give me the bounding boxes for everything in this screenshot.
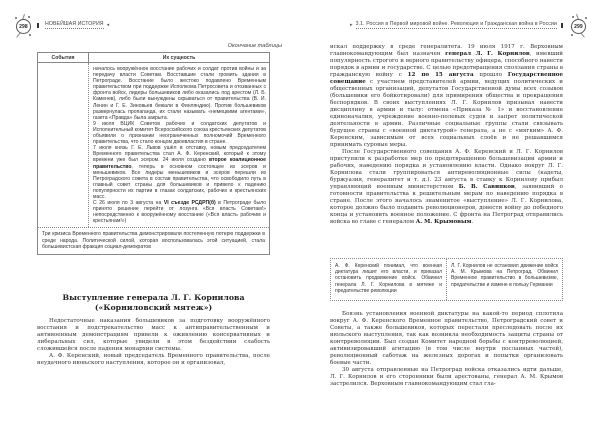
arrow-left-icon: ◂ (106, 22, 110, 28)
page-number: 299 (571, 19, 586, 34)
body-text-left (37, 318, 270, 367)
comparison-box (330, 258, 563, 301)
body-text-right-bottom (330, 311, 563, 388)
running-head-title: 3.1. Россия в Первой мировой войне. Революция и Гражданская война в России (355, 21, 557, 27)
page-number-badge-icon (14, 14, 36, 36)
table-header (38, 53, 269, 63)
page-number-badge-icon (566, 14, 588, 36)
page-number: 298 (16, 19, 31, 34)
essence-cell (89, 63, 269, 227)
speaker-icon (558, 23, 563, 28)
section-title: Выступление генерала Л. Г. Корнилова («Корниловский мятеж») (62, 293, 245, 312)
speaker-icon (37, 23, 42, 28)
essence-paragraph: С 26 июля по 3 августа на VI съезде РСДРП(б) в Петрограде было принято решение перейти от лозунга «Вся власть Советам!» непосредственно к вооружённому восстанию («Вся власть рабочим и крестьянам!») (93, 200, 266, 225)
events-table (37, 52, 270, 255)
paragraph: Недостаточные наказания большевиков за подготовку вооружённого восстания и подстрекательство масс к антиправительственным и антивоенным демонстрациям привели к оживлению консервативных и либеральных сил, которые увидели в этом бездействии слабость сложившейся после падения монархии системы. (37, 318, 270, 352)
body-text-right-top (330, 44, 563, 226)
column-header-events: События (38, 53, 89, 62)
arrow-right-icon: ▸ (349, 22, 353, 28)
essence-paragraph: 7 июля князь Г. Е. Львов ушёл в отставку, новым председателем Временного правительства стал А. Ф. Керенский, который к этому времени уже был эсером. 24 июля создано второе коалиционное правительство, теперь в основном состоящее из эсеров и меньшевиков. Все лидеры меньшевиков и эсеров перешли из Петроградского совета в состав правительства, что освободило путь в главный совет страны для большевиков и привело к падению популярности их партии в глазах солдатских, рабочих и крестьянских масс. (93, 145, 267, 200)
paragraph: Боязнь установления военной диктатуры на какой-то период сплотила вокруг А. Ф. Керенского Временное правительство, Петроградский совет и Советы, а также большевиков, которых перестали преследовать после их июльского выступления, так как возникла необходимость защиты страны от контрреволюции. Был создан Комитет народной борьбы с контрреволюцией, активизировавший агитацию (в том числе внутри посланных частей), революционный саботаж на железных дорогах и попытки организовать боевые части. (330, 311, 563, 366)
paragraph: искал поддержку в среде генералитета. 19 июля 1917 г. Верховным главнокомандующим был назначен генерал Л. Г. Корнилов, имевший популярность строгого и верного правительству офицера, способного навести порядок в армии и государстве. С целью предотвращения сползания страны в гражданскую войну с 12 по 15 августа прошло Государственное совещание с участием представителей армии, ведущих политических и общественных организаций, депутатов Государственной думы всех созывов (большевики его бойкотировали) для примирения общества и прекращения беспорядков. В своих выступлениях Л. Г. Корнилов призывал навести дисциплину в армии и тылу: отмена «Приказа № 1» и восстановление единоначалия, учреждение военно-полевых судов и запрет политической деятельности в армии. Различные социальные группы стали связывать будущее страны с «военной диктатурой» генерала, а не с «мягким» А. Ф. Керенским, зависимым от всех социальных слоёв и не решавшимся принимать суровые меры. (330, 44, 564, 148)
paragraph: После Государственного совещания А. Ф. Керенский и Л. Г. Корнилов приступили к разработке мер по предотвращению большевизации армии и рабочих, наведению порядка и установлению власти. Однако вокруг Л. Г. Корнилова стали группироваться антиреволюционные силы (кадеты, буржуазия, генералитет и т. д.). 23 августа в ставку к Корнилову прибыл управляющий военным министерством Б. В. Савинков, заявивший о готовности правительства к решительным мерам по наведению порядка в стране. После этого началось знаменитое «выступление» Л. Г. Корнилова, которое должно было подавить революционеров, довести войну до победного конца и установить военное положение. С фронта на Петроград отправились войска во главе с генералом А. М. Крымовым. (330, 149, 563, 225)
table-summary: Три кризиса Временного правительства демонстрировали постепенную потерю поддержки в среде народа. Политической силой, которая воспользовалась этой ситуацией, стала большевистская фракция социал-демократов (42, 231, 265, 250)
essence-paragraph: началось вооружённое восстание рабочих и солдат против войны и за передачу власти Советам. Восставшие стали громить здания в Петрограде. Восстание было жестоко подавлено Временным правительством при поддержке Исполкома Петросовета и отозванных с фронта войск, лидеры большевиков либо оказались под арестом (Л. Б. Каменев), либо были вынуждены скрываться от правительства (В. И. Ленин и Г. Е. Зиновьев бежали в Финляндию). Против большевиков развернулась пропаганда, их стали называть «немецкими агентами», газета «Правда» была закрыта. (93, 66, 266, 121)
paragraph: 30 августа отправленные на Петроград войска отказались идти дальше, Л. Г. Корнилов и его сторонники были арестованы, генерал А. М. Крымов застрелился. Верховным главнокомандующим стал гла- (330, 367, 563, 387)
running-header-right (347, 14, 588, 36)
paragraph: А. Ф. Керенский, новый председатель Временного правительства, после неудачного июньского наступления, которое он и организовал, (37, 353, 270, 366)
running-header-left (14, 14, 112, 36)
running-head-title: НОВЕЙШАЯ ИСТОРИЯ (45, 21, 104, 27)
comparison-kerensky: А. Ф. Керенский понимал, что военная диктатура лишит его власти, и приказал остановить продвижение войск. Обвинил генерала Л. Г. Корнилова в мятеже и предательстве революции (335, 263, 442, 294)
comparison-kornilov: Л. Г. Корнилов не остановил движение войск А. М. Крымова на Петроград. Обвинил Временное правительство в большевизме, предательстве и измене в пользу Германии (446, 259, 562, 300)
essence-paragraph: 9 июля ВЦИК Советов рабочих и солдатских депутатов и Исполнительный комитет Всероссийского союза крестьянских депутатов объявили о признании неограниченных полномочий Временного правительства, что стало концом двоевластия в стране. (93, 120, 267, 146)
column-header-essence: Их сущность (162, 55, 196, 61)
event-cell (38, 63, 89, 227)
table-row (38, 63, 269, 228)
table-continuation-label: Окончание таблицы (227, 43, 282, 49)
